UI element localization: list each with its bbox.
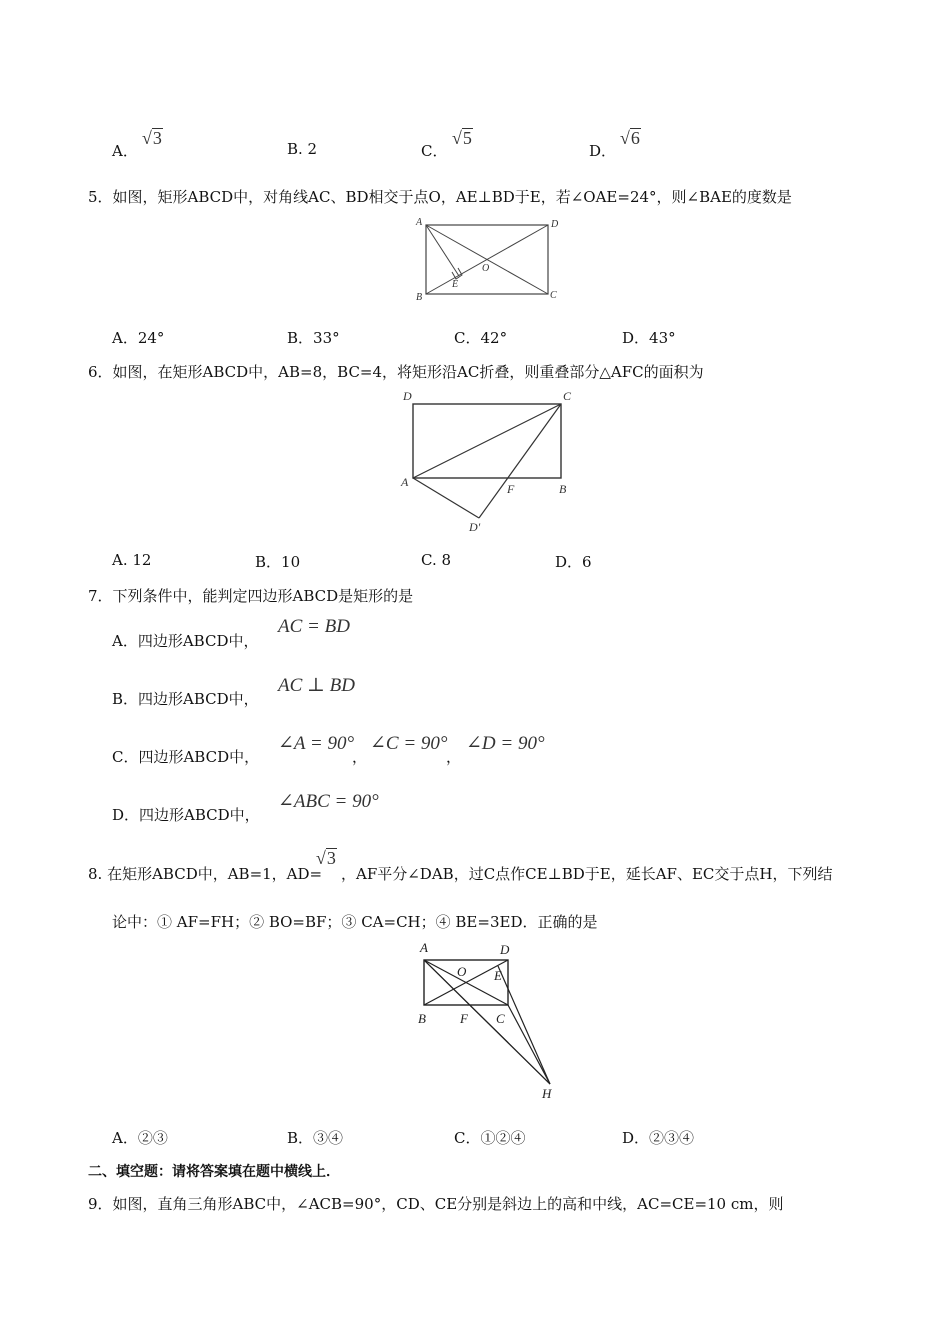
q6-option-c: C. 8 xyxy=(421,551,452,569)
q8-sqrt-radicand: 3 xyxy=(326,848,336,868)
q6-label-c: C xyxy=(563,389,572,403)
q5-label-b: B xyxy=(416,292,423,303)
q5-stem: 5．如图，矩形ABCD中，对角线AC、BD相交于点O，AE⊥BD于E，若∠OAE=24°，则∠BAE的度数是 xyxy=(88,188,792,206)
q8-stem-line2: 论中：① AF=FH；② BO=BF；③ CA=CH；④ BE=3ED．正确的是 xyxy=(112,913,598,931)
q6-option-d: D．6 xyxy=(555,553,592,571)
q8-figure xyxy=(414,938,564,1102)
q4-option-c xyxy=(421,140,447,161)
q6-label-d-prime: D' xyxy=(469,520,481,534)
q8-label-e: E xyxy=(494,968,502,983)
q8-option-c: C．①②④ xyxy=(454,1129,526,1147)
q7-option-b-math: AC ⊥ BD xyxy=(278,675,355,696)
q4-option-a-sqrt: √3 xyxy=(142,128,162,148)
q5-label-a: A xyxy=(416,217,423,228)
q8-label-d: D xyxy=(500,942,510,957)
q6-figure xyxy=(395,386,580,534)
q7-option-c-math-2: ∠C = 90° xyxy=(370,733,448,754)
q8-stem-part2: ，AF平分∠DAB，过C点作CE⊥BD于E，延长AF、EC交于点H，下列结 xyxy=(341,865,833,883)
q6-label-b: B xyxy=(559,482,567,496)
q4-option-d-sqrt: √6 xyxy=(620,128,640,148)
q6-stem: 6．如图，在矩形ABCD中，AB=8，BC=4，将矩形沿AC折叠，则重叠部分△AFC的面积为 xyxy=(88,363,704,381)
q6-label-f: F xyxy=(507,482,515,496)
q7-stem: 7．下列条件中，能判定四边形ABCD是矩形的是 xyxy=(88,587,414,605)
q8-label-b: B xyxy=(418,1011,426,1026)
q7-option-c-sep-2: ， xyxy=(446,748,462,766)
q5-option-d: D．43° xyxy=(622,329,676,347)
q7-option-d-math: ∠ABC = 90° xyxy=(278,791,379,812)
q4-option-a-label: A． xyxy=(112,142,138,160)
q7-option-c-sep-1: ， xyxy=(352,748,368,766)
q8-label-c: C xyxy=(496,1011,505,1026)
q4-option-c-sqrt: √5 xyxy=(452,128,472,148)
q6-option-a: A. 12 xyxy=(112,551,152,569)
q7-option-c-math-1: ∠A = 90° xyxy=(278,733,355,754)
q5-label-c: C xyxy=(550,290,557,301)
q5-option-c: C．42° xyxy=(454,329,508,347)
q7-option-a: A．四边形ABCD中， xyxy=(112,632,259,650)
q4-option-b-label: B. 2 xyxy=(287,140,318,158)
q4-option-d-radicand: 6 xyxy=(630,128,640,148)
q8-label-a: A xyxy=(420,940,428,955)
q6-option-b: B．10 xyxy=(255,553,301,571)
q8-label-o: O xyxy=(457,964,467,979)
q4-option-a-radicand: 3 xyxy=(152,128,162,148)
q5-option-b: B．33° xyxy=(287,329,340,347)
q6-label-d: D xyxy=(403,389,412,403)
q6-label-a: A xyxy=(401,475,409,489)
q4-option-d xyxy=(589,140,616,161)
q7-option-d: D．四边形ABCD中， xyxy=(112,806,260,824)
q8-option-b: B．③④ xyxy=(287,1129,344,1147)
q8-label-f: F xyxy=(460,1011,468,1026)
q7-option-c-math-3: ∠D = 90° xyxy=(466,733,545,754)
q5-label-d: D xyxy=(551,219,559,230)
q8-option-a: A．②③ xyxy=(112,1129,168,1147)
q4-option-c-label: C． xyxy=(421,142,448,160)
q4-option-b xyxy=(287,140,317,158)
q8-option-d: D．②③④ xyxy=(622,1129,695,1147)
q4-option-a xyxy=(112,140,138,161)
q8-sqrt: √3 xyxy=(316,848,336,868)
q7-option-c: C．四边形ABCD中， xyxy=(112,748,260,766)
q7-option-a-math: AC = BD xyxy=(278,616,350,637)
section2-title: 二、填空题：请将答案填在题中横线上． xyxy=(88,1164,340,1180)
q9-stem: 9．如图，直角三角形ABC中，∠ACB=90°，CD、CE分别是斜边上的高和中线，AC=CE=10 cm，则 xyxy=(88,1195,784,1213)
q8-stem-part1: 8. 在矩形ABCD中，AB=1，AD= xyxy=(88,865,323,883)
q8-label-h: H xyxy=(542,1086,552,1101)
q5-label-o: O xyxy=(482,263,490,274)
q4-option-c-radicand: 5 xyxy=(462,128,472,148)
q5-label-e: E xyxy=(452,279,459,290)
q7-option-b: B．四边形ABCD中， xyxy=(112,690,259,708)
q5-figure xyxy=(412,214,572,306)
q5-option-a: A．24° xyxy=(112,329,165,347)
q4-option-d-label: D． xyxy=(589,142,617,160)
